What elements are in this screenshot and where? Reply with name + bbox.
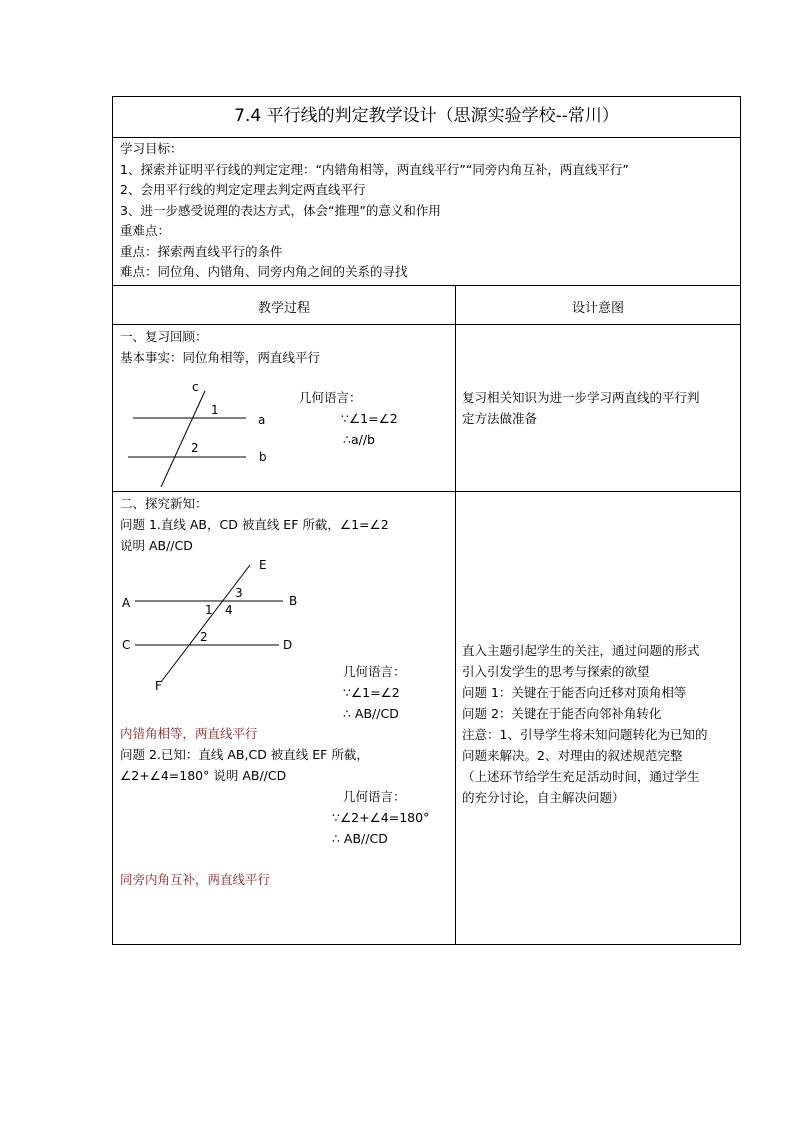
goal-item: 3、进一步感受说理的表达方式，体会“推理”的意义和作用	[120, 202, 441, 218]
intent-line: （上述环节给学生充足活动时间，通过学生	[462, 769, 700, 784]
intent-line: 的充分讨论，自主解决问题）	[462, 790, 625, 805]
explore-heading: 二、探究新知：	[120, 496, 208, 511]
header-intent: 设计意图	[571, 301, 624, 316]
label-angle-2: 2	[191, 441, 199, 455]
intent-line: 直入主题引起学生的关注，通过问题的形式	[462, 643, 700, 658]
label-a: a	[258, 413, 266, 427]
review-geo-label: 几何语言：	[299, 390, 362, 405]
label-angle-4: 4	[225, 603, 233, 617]
conclusion-2: 同旁内角互补，两直线平行	[120, 872, 271, 887]
question-1-line1: 问题 1.直线 AB，CD 被直线 EF 所截，∠1=∠2	[120, 517, 389, 532]
row-divider-header	[113, 324, 740, 325]
label-D: D	[283, 638, 293, 652]
geo-2-label: 几何语言：	[343, 789, 406, 804]
geo-2-line2: ∴ AB//CD	[332, 831, 388, 846]
key-points-heading: 重难点：	[120, 223, 171, 238]
label-E: E	[259, 558, 267, 572]
goal-item: 2、会用平行线的判定定理去判定两直线平行	[120, 182, 366, 197]
intent-line: 定方法做准备	[462, 411, 538, 426]
question-1-line2: 说明 AB//CD	[120, 538, 193, 553]
review-geo-line2: ∴a//b	[343, 432, 375, 447]
review-intent	[462, 387, 700, 429]
intent-line: 问题 2：关键在于能否向邻补角转化	[462, 706, 662, 721]
conclusion-1: 内错角相等，两直线平行	[120, 726, 258, 741]
label-angle-1: 1	[205, 603, 213, 617]
geo-2-line1: ∵∠2+∠4=180°	[332, 810, 430, 825]
figure-parallel-lines-ab	[123, 377, 283, 487]
row-divider-goals	[113, 285, 740, 286]
goal-item: 1、探索并证明平行线的判定定理：“内错角相等，两直线平行”“同旁内角互补，两直线平行”	[120, 161, 629, 177]
lesson-plan-table	[112, 96, 741, 945]
learning-goals	[120, 139, 629, 283]
header-process: 教学过程	[257, 301, 310, 316]
explore-intent	[462, 640, 707, 808]
label-b: b	[259, 450, 267, 464]
key-point: 重点：探索两直线平行的条件	[120, 243, 283, 259]
label-angle-1: 1	[211, 403, 219, 417]
question-2-line1: 问题 2.已知：直线 AB,CD 被直线 EF 所截，	[120, 747, 369, 762]
intent-line: 引入引发学生的思考与探索的欲望	[462, 664, 650, 679]
intent-line: 注意：1、引导学生将未知问题转化为已知的	[462, 727, 708, 742]
question-2-line2: ∠2+∠4=180° 说明 AB//CD	[120, 768, 287, 783]
geo-1-label: 几何语言：	[343, 664, 406, 679]
label-C: C	[122, 638, 131, 652]
row-divider-review	[113, 491, 740, 492]
label-B: B	[289, 594, 298, 608]
difficult-point: 难点：同位角、内错角、同旁内角之间的关系的寻找	[120, 264, 408, 279]
line-ef	[161, 565, 250, 682]
figure-parallel-lines-abcd	[118, 557, 318, 697]
label-angle-3: 3	[235, 586, 243, 600]
intent-line: 复习相关知识为进一步学习两直线的平行判	[462, 390, 700, 405]
line-c	[161, 391, 205, 487]
column-divider	[455, 285, 456, 944]
label-angle-2: 2	[200, 630, 208, 644]
row-divider-title	[113, 137, 740, 138]
label-A: A	[122, 596, 131, 610]
label-F: F	[155, 679, 162, 693]
review-geo-line1: ∵∠1=∠2	[341, 411, 398, 426]
geo-1-line1: ∵∠1=∠2	[343, 685, 400, 700]
label-c: c	[192, 380, 199, 394]
goals-heading: 学习目标：	[120, 141, 183, 156]
page-title: 7.4 平行线的判定教学设计（思源实验学校--常川）	[234, 106, 619, 126]
review-fact: 基本事实：同位角相等，两直线平行	[120, 350, 321, 365]
intent-line: 问题来解决。2、对理由的叙述规范完整	[462, 748, 683, 763]
geo-1-line2: ∴ AB//CD	[343, 706, 399, 721]
review-heading: 一、复习回顾：	[120, 329, 208, 344]
intent-line: 问题 1：关键在于能否向迁移对顶角相等	[462, 685, 687, 700]
